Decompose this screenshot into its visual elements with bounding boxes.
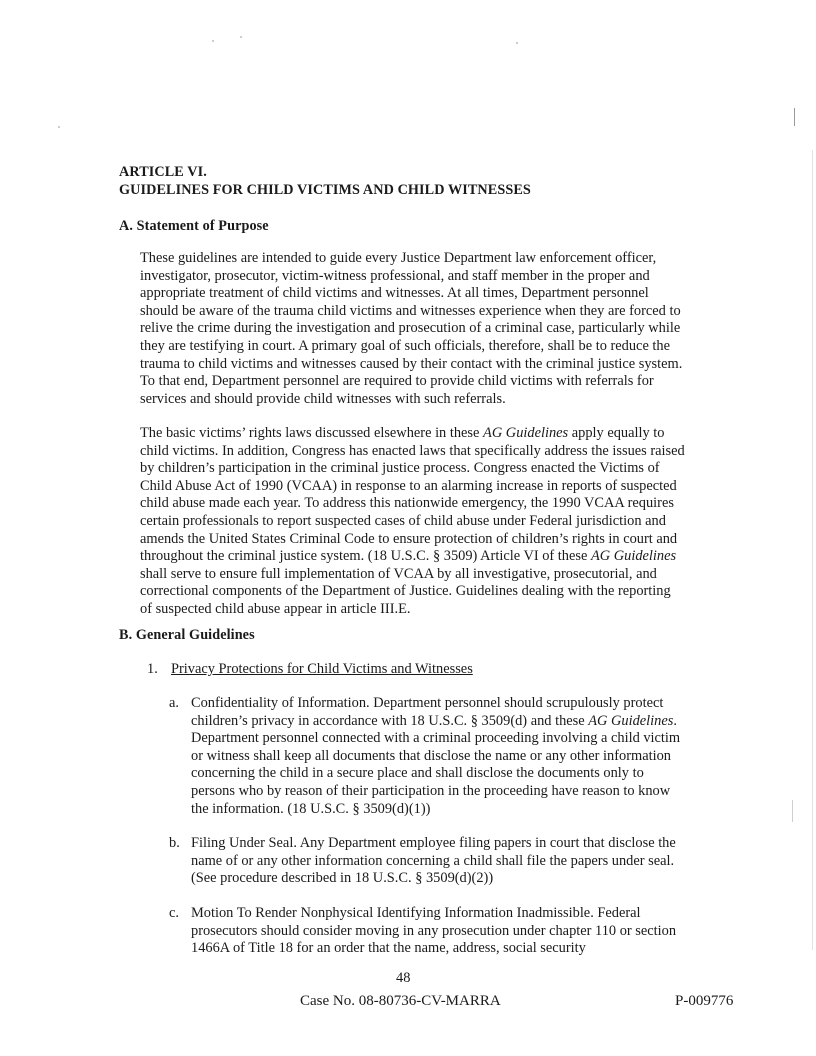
scan-speck	[516, 42, 518, 44]
sub-item-a-letter: a.	[169, 695, 179, 711]
sub-item-b-letter: b.	[169, 835, 180, 851]
section-b-heading: B. General Guidelines	[119, 627, 255, 643]
paragraph-text: . Department personnel connected with a criminal proceeding involving a child victim or witness shall keep all documents that disclose the name or any other information concerning the child in a secure place and shall disclose the documents only to persons who by reason of their participation in the proceeding have reason to know the information. (18 U.S.C. § 3509(d)(1))	[191, 712, 681, 817]
purpose-paragraph-2	[140, 425, 686, 619]
item-1-title: Privacy Protections for Child Victims and Witnesses	[171, 661, 473, 677]
scan-edge-mark	[794, 108, 795, 126]
scan-edge-line	[812, 150, 813, 950]
article-title: GUIDELINES FOR CHILD VICTIMS AND CHILD WITNESSES	[119, 182, 531, 198]
scan-speck	[212, 40, 214, 42]
ag-guidelines-title: AG Guidelines	[590, 548, 677, 565]
case-number: Case No. 08-80736-CV-MARRA	[300, 993, 501, 1009]
ag-guidelines-title: AG Guidelines	[483, 425, 569, 441]
paragraph-text: Confidentiality of Information. Department personnel should scrupulously protect children’s privacy in accordance with 18 U.S.C. § 3509(d) and these	[191, 695, 664, 729]
page-number: 48	[396, 970, 411, 986]
scan-speck	[58, 126, 60, 128]
sub-item-a-text	[191, 695, 689, 818]
sub-item-c-text: Motion To Render Nonphysical Identifying Information Inadmissible. Federal prosecutors should consider moving in any prosecution under chapter 110 or section 1466A of Title 18 for an order that the name, address, social security	[191, 905, 677, 957]
sub-item-b-text: Filing Under Seal. Any Department employee filing papers in court that disclose the name of or any other information concerning a child shall file the papers under seal. (See procedure described in 18 U.S.C. § 3509(d)(2))	[191, 835, 676, 887]
purpose-paragraph-1: These guidelines are intended to guide every Justice Department law enforcement officer, investigator, prosecutor, victim-witness professional, and staff member in the proper and appropriate treatment of child victims and witnesses. At all times, Department personnel should be aware of the trauma child victims and witnesses experience when they are forced to relive the crime during the investigation and prosecution of a criminal case, particularly while they are testifying in court. A primary goal of such officials, therefore, shall be to reduce the trauma to child victims and witnesses caused by their contact with the criminal justice system. To that end, Department personnel are required to provide child victims with referrals for services and should provide child witnesses with such referrals.	[140, 250, 683, 407]
ag-guidelines-title: AG Guidelines	[588, 712, 674, 729]
paragraph-text: The basic victims’ rights laws discussed elsewhere in these	[140, 425, 484, 441]
item-1-number: 1.	[147, 661, 158, 677]
sub-item-c-letter: c.	[169, 905, 179, 921]
paragraph-text: shall serve to ensure full implementation of VCAA by all investigative, prosecutorial, and correctional components of the Department of Justice. Guidelines dealing with the reporting of suspected child abuse appear in article III.E.	[140, 565, 671, 617]
scan-edge-mark	[792, 800, 793, 822]
article-number: ARTICLE VI.	[119, 164, 207, 180]
bates-number: P-009776	[675, 993, 734, 1009]
scan-speck	[240, 36, 242, 38]
section-a-heading: A. Statement of Purpose	[119, 218, 269, 234]
paragraph-text: apply equally to child victims. In addition, Congress has enacted laws that specifically address the issues raised by children’s participation in the criminal justice process. Congress enacted the Victims of Child Abuse Act of 1990 (VCAA) in response to an alarming increase in reports of suspected child abuse made each year. To address this nationwide emergency, the 1990 VCAA requires certain professionals to report suspected cases of child abuse under Federal jurisdiction and amends the United States Criminal Code to ensure protection of children’s rights in court and throughout the criminal justice system. (18 U.S.C. § 3509) Article VI of these	[140, 425, 685, 565]
